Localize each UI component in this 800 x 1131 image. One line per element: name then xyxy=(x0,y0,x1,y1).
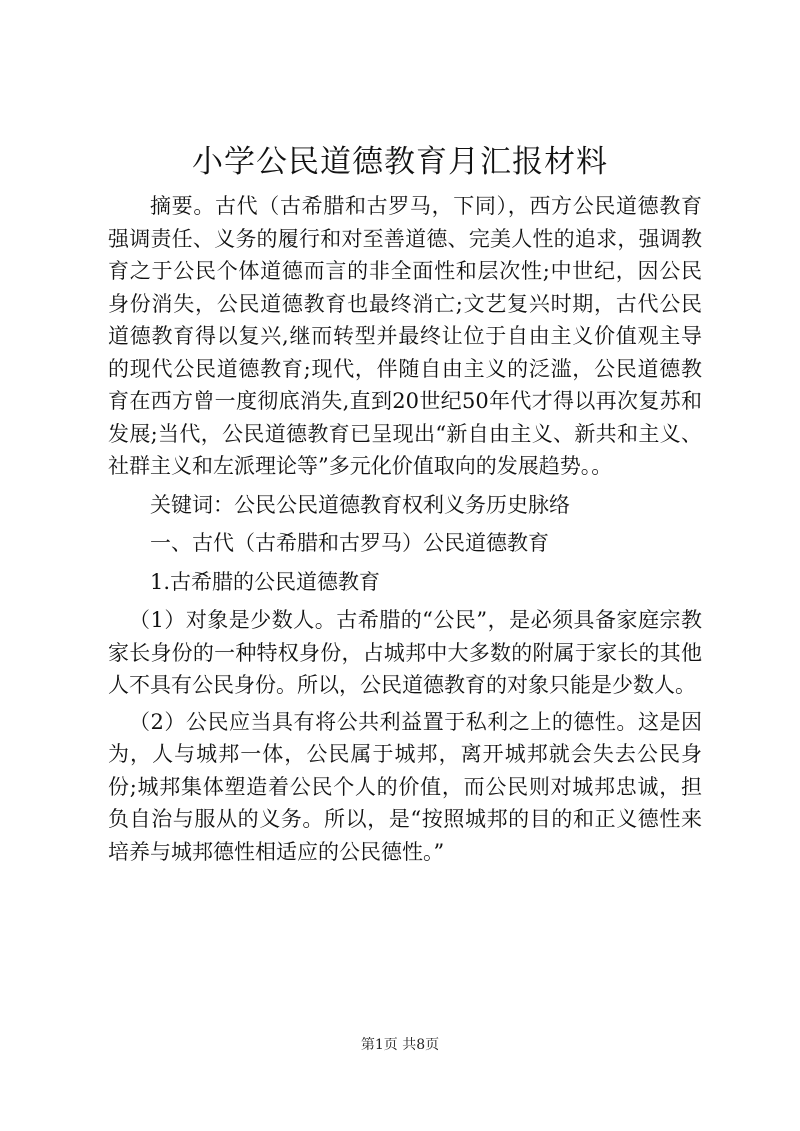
page-footer: 第1页 共8页 xyxy=(360,1037,440,1053)
abstract-paragraph: 摘要。古代（古希腊和古罗马，下同），西方公民道德教育强调责任、义务的履行和对至善道德、完美人性的追求，强调教育之于公民个体道德而言的非全面性和层次性;中世纪，因公民身份消失，公民道德教育也最终消亡;文艺复兴时期，古代公民道德教育得以复兴,继而转型并最终让位于自由主义价值观主导的现代公民道德教育;现代，伴随自由主义的泛滥，公民道德教育在西方曾一度彻底消失,直到20世纪50年代才得以再次复苏和发展;当代，公民道德教育已呈现出“新自由主义、新共和主义、社群主义和左派理论等”多元化价值取向的发展趋势。。 xyxy=(108,194,702,478)
subsection-heading: 1.古希腊的公民道德教育 xyxy=(150,569,381,594)
keywords-paragraph: 关键词：公民公民道德教育权利义务历史脉络 xyxy=(150,492,570,517)
document-title: 小学公民道德教育月汇报材料 xyxy=(192,144,608,180)
document-body xyxy=(108,190,702,868)
point-paragraph-1: （1）对象是少数人。古希腊的“公民”，是必须具备家庭宗教家长身份的一种特权身份，占城邦中大多数的附属于家长的其他人不具有公民身份。所以，公民道德教育的对象只能是少数人。 xyxy=(108,608,702,697)
point-paragraph-2: （2）公民应当具有将公共利益置于私利之上的德性。这是因为，人与城邦一体，公民属于城邦，离开城邦就会失去公民身份;城邦集体塑造着公民个人的价值，而公民则对城邦忠诚，担负自治与服从的义务。所以，是“按照城邦的目的和正义德性来培养与城邦德性相适应的公民德性。” xyxy=(108,709,702,864)
section-heading: 一、古代（古希腊和古罗马）公民道德教育 xyxy=(150,531,549,555)
